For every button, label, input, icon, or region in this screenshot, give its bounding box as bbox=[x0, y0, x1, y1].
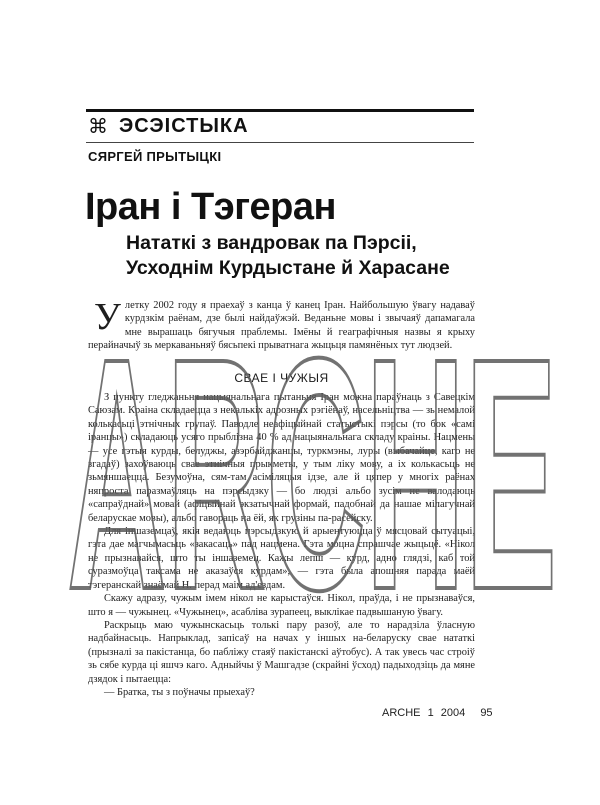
article-title: Іран і Тэгеран bbox=[85, 186, 336, 228]
article-body bbox=[88, 391, 475, 699]
page-footer bbox=[382, 707, 493, 719]
intro-paragraph bbox=[88, 296, 475, 353]
body-paragraph: Раскрыць маю чужынскасьць толькі пару разоў, але то нарадзіла ўласную надбайнасьць. Напрыклад, запісаў на начах у іншых на-беларуску свае нататкі (прызналі за пакістанца, бо пабліжу стаяў пакістанскі аўтобус). А так увесь час строіў зь сябе курда ці яшчэ каго. Адныйчы ў Машгадзе (скрайні ўсход) падыходзіць да мяне дзядок і пытаецца: bbox=[88, 619, 475, 685]
issue-number: 1 bbox=[427, 707, 434, 719]
body-paragraph: Скажу адразу, чужым імем нікол не карыстаўся. Нікол, праўда, і не прызнаваўся, што я — чужынец. «Чужынец», асабліва зурапеец, выклікае падвышаную ўвагу. bbox=[88, 593, 475, 618]
divider bbox=[86, 142, 474, 143]
page-number: 95 bbox=[480, 707, 493, 719]
body-paragraph: З пункту гледжаньня нацыянальнага пытаньня Іран можна параўнаць з Савецкім Саюзам. Краіна складаецца з некалькіх адрозных рэгіёнаў, насельніцтва — зь немалой колькасьці этнічных групаў. Паводле неафіцыйнай статыстыкі пэрсы (то бок «самі іранцы») складаюць усяго прыблізна 40 % ад нацыянальнага складу краіны. Нацмены — усе гэтыя курды, белуджы, азэрбайджанцы, туркмэны, луры (выбачайце, каго не згадаў) захоўваюць свае этнічныя прыкметы, у тым ліку мову, а іх колькасьць не зьмяншаецца. Безумоўна, сям-там асіміляцыя ідзе, але й цяпер у многіх раёнах няпроста паразмаўляць на пэрсыдзку — бо людзі альбо зусім не валодаюць «сапраўднай» мовай (афіцыйнай экзатычнай формай, падобнай да нашае мілагучнай беларускае мовы), альбо гавораць на ёй, як грузіны па-расейску. bbox=[88, 392, 475, 524]
subtitle-line: Нататкі з вандровак па Пэрсіі, bbox=[126, 232, 417, 254]
subtitle-line: Усходнім Курдыстане й Харасане bbox=[126, 257, 450, 279]
body-paragraph: Для іншаземцаў, якія ведаюць пэрсыдзкую й арыентуюцца ў мясцовай сытуацыі, гэта дае магчымасьць «закасаць» пад нацмена. Гэта моцна спрашчае жыцьцё. «Нікол не прызнавайся, што ты іншаземец. Кажы лепш — курд, адно глядзі, каб той суразмоўца таксама не аказаўся курдам», — гэта была апошняя парада маёй тэгеранскай знаёмай Н. перад маім ад'ездам. bbox=[88, 526, 475, 591]
section-heading bbox=[88, 114, 249, 139]
intro-text: летку 2002 году я праехаў з канца ў канец Іран. Найбольшую ўвагу надаваў курдзкім раёнам, дзе былі найдаўжэй. Веданьне мовы і звычаяў дапамагала мне вырашаць бягучыя праблемы. Імёны й геаграфічныя назвы я крыху перайначыў зь меркаваньняў бясьпекі прыватнага жыцьця памянёных тут людзей. bbox=[88, 300, 475, 352]
top-rule bbox=[86, 109, 474, 112]
journal-name: ARCHE bbox=[382, 707, 421, 719]
svg-text:ARCHE: ARCHE bbox=[67, 289, 557, 608]
drop-cap: У bbox=[94, 296, 121, 338]
author-name: СЯРГЕЙ ПРЫТЫЦКІ bbox=[88, 149, 222, 164]
section-title: ЭСЭІСТЫКА bbox=[119, 115, 249, 137]
section-subheading: СВАЕ І ЧУЖЫЯ bbox=[234, 371, 329, 385]
command-icon: ⌘ bbox=[88, 116, 109, 138]
dialogue-line: — Братка, ты з поўначы прыехаў? bbox=[104, 686, 255, 698]
issue-year: 2004 bbox=[440, 707, 466, 719]
article-subtitle bbox=[126, 231, 450, 281]
